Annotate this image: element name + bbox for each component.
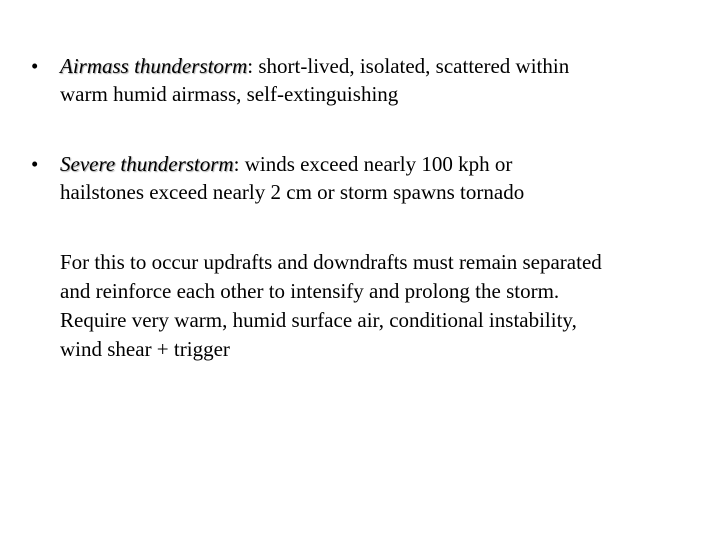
definition-part-1: : short-lived, isolated, scattered within xyxy=(247,54,570,78)
bullet-line-2: hailstones exceed nearly 2 cm or storm spawns tornado xyxy=(60,180,525,204)
term-airmass-thunderstorm: Airmass thunderstorm xyxy=(60,54,248,78)
definition-part-1: : winds exceed nearly 100 kph or xyxy=(233,152,513,176)
paragraph-line: and reinforce each other to intensify and prolong the storm. xyxy=(60,279,560,303)
bullet-dot-icon: • xyxy=(31,54,39,78)
bullet-severe-thunderstorm xyxy=(31,150,691,206)
paragraph-line: For this to occur updrafts and downdrafts must remain separated xyxy=(60,250,602,274)
bullet-line-1 xyxy=(60,150,691,178)
bullet-row xyxy=(31,52,691,108)
bullet-line-2: warm humid airmass, self-extinguishing xyxy=(60,82,399,106)
bullet-dot-icon: • xyxy=(31,152,39,176)
bullet-line-1 xyxy=(60,52,691,80)
bullet-airmass-thunderstorm xyxy=(31,52,691,108)
explanation-paragraph xyxy=(60,248,700,364)
bullet-row xyxy=(31,150,691,206)
term-severe-thunderstorm: Severe thunderstorm xyxy=(60,152,234,176)
paragraph-line: Require very warm, humid surface air, conditional instability, xyxy=(60,308,577,332)
paragraph-line: wind shear + trigger xyxy=(60,337,230,361)
